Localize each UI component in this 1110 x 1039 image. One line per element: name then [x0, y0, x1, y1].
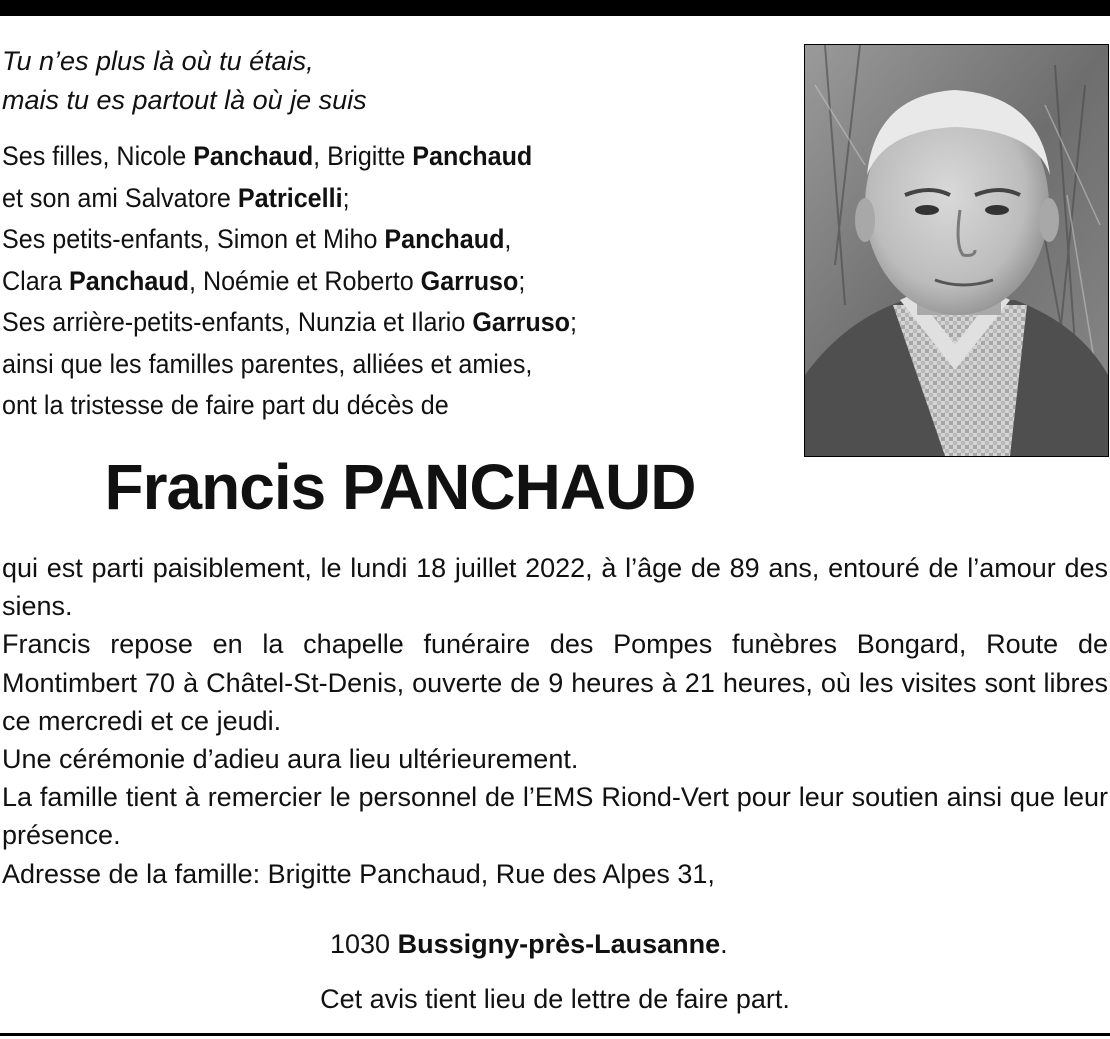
family-announcement: [2, 136, 737, 427]
portrait-image: [805, 45, 1108, 456]
body-paragraph-4: La famille tient à remercier le personnel de l’EMS Riond-Vert pour leur soutien ainsi que leur présence.: [2, 782, 1108, 851]
family-line-6: ainsi que les familles parentes, alliées et amies,: [2, 348, 533, 379]
body-paragraph-5: Adresse de la famille: Brigitte Panchaud, Rue des Alpes 31,: [2, 858, 715, 889]
family-line-5: Ses arrière-petits-enfants, Nunzia et Ilario Garruso;: [2, 307, 578, 337]
portrait-photo: [804, 44, 1109, 457]
family-line-4: Clara Panchaud, Noémie et Roberto Garruso;: [2, 265, 526, 296]
deceased-name: Francis PANCHAUD: [104, 451, 696, 523]
family-line-2: et son ami Salvatore Patricelli;: [2, 182, 350, 213]
family-line-1: Ses filles, Nicole Panchaud, Brigitte Panchaud: [2, 141, 533, 171]
quote-line-2: mais tu es partout là où je suis: [2, 85, 367, 115]
bottom-border-rule: [0, 1033, 1110, 1036]
body-paragraph-1: qui est parti paisiblement, le lundi 18 juillet 2022, à l’âge de 89 ans, entouré de l’amour des siens.: [2, 553, 1108, 622]
closing-note: Cet avis tient lieu de lettre de faire part.: [320, 984, 790, 1014]
announcement-body: [2, 549, 1108, 893]
body-paragraph-3: Une cérémonie d’adieu aura lieu ultérieurement.: [2, 744, 579, 775]
body-paragraph-2: Francis repose en la chapelle funéraire des Pompes funèbres Bongard, Route de Montimbert 70 à Châtel-St-Denis, ouverte de 9 heures à 21 heures, où les visites sont libres ce mercredi et ce jeudi.: [2, 629, 1108, 736]
family-line-7: ont la tristesse de faire part du décès de: [2, 390, 449, 420]
top-border-rule: [0, 0, 1110, 16]
quote-line-1: Tu n’es plus là où tu étais,: [2, 46, 314, 76]
family-address-city: 1030 Bussigny-près-Lausanne.: [330, 929, 728, 959]
family-line-3: Ses petits-enfants, Simon et Miho Panchaud,: [2, 224, 512, 254]
epitaph-quote: [2, 42, 562, 120]
